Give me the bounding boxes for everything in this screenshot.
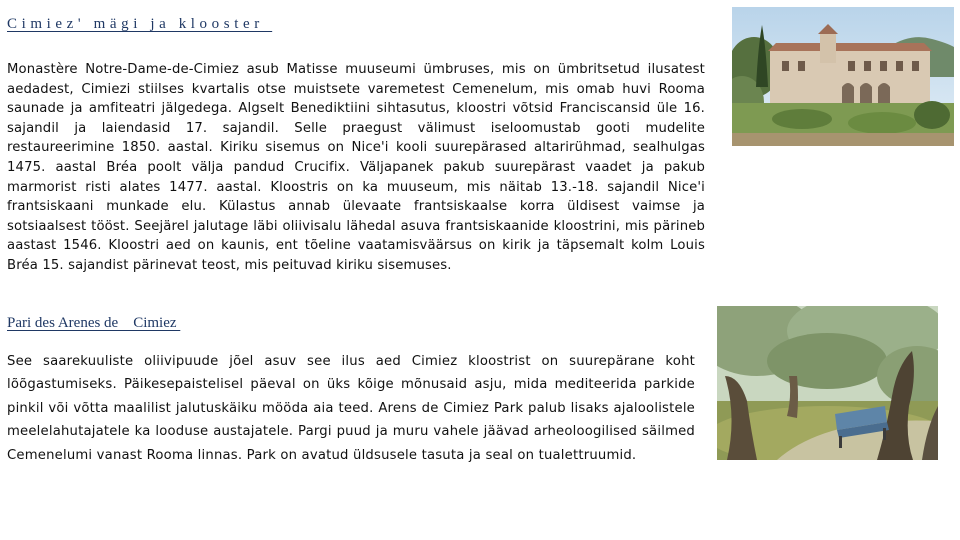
monastery-photo xyxy=(732,7,954,146)
park-heading: Pari des Arenes de Cimiez xyxy=(7,315,181,331)
monastery-paragraph: Monastère Notre-Dame-de-Cimiez asub Matisse muuseumi ümbruses, mis on ümbritsetud ilusatest aedadest, Cimiezi stiilses kvartalis otse muistsete varemetest Cemenelum, mis omab huvi Rooma saunade ja amfiteatri jälgedega. Algselt Benediktiini sihtasutus, kloostri võtsid Franciscansid üle 16. sajandil ja laiendasid 17. sajandil. Selle praegust välimust iseloomustab gooti mudelite restaureerimine 1850. aastal. Kiriku sisemus on Nice'i kooli suurepärased altarirühmad, sealhulgas 1475. aastal Bréa poolt välja pandud Crucifix. Väljapanek pakub suurepärast vaadet ja pakub marmorist risti alates 1477. aastal. Kloostris on ka muuseum, mis näitab 13.-18. sajandil Nice'i frantsiskaani munkade elu. Külastus annab ülevaate frantsiskaalse korra üldisest vaimse ja sotsiaalsest tööst. Seejärel jalutage läbi oliivisalu lähedal asuva frantsiskaanide kloostrini, mis pärineb aastast 1546. Kloostri aed on kaunis, ent tõeline vaatamisväärsus on kirik ja täpsemalt kolm Louis Bréa 15. sajandist pärinevat teost, mis peituvad kiriku sisemuses. xyxy=(7,62,705,273)
monastery-heading: Cimiez' mägi ja klooster xyxy=(7,16,273,32)
park-paragraph: See saarekuuliste oliivipuude jõel asuv see ilus aed Cimiez kloostrist on suurepärane koht lõõgastumiseks. Päikesepaistelisel päeval on üks kõige mõnusaid asju, mida mediteerida parkide pinkil või võtta maalilist jalutuskäiku mööda aia teed. Arens de Cimiez Park palub lisaks ajaloolistele meelelahutajatele ka looduse austajatele. Pargi puud ja muru vahele jäävad arheoloogilised säilmed Cemenelumi vanast Rooma linnas. Park on avatud üldsusele tasuta ja seal on tualettruumid. xyxy=(7,354,695,463)
park-bench-photo xyxy=(717,306,938,460)
